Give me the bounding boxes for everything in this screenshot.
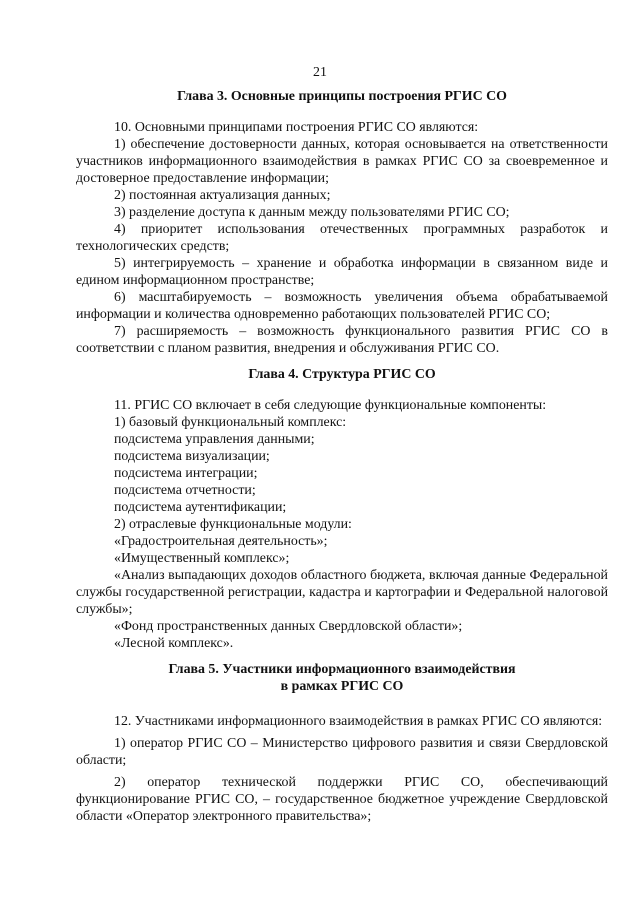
chapter-3-heading: Глава 3. Основные принципы построения РГИС СО: [177, 89, 507, 104]
chapter-5-body: [76, 713, 608, 825]
module-forestry: «Лесной комплекс».: [114, 636, 234, 651]
principle-6: 6) масштабируемость – возможность увеличения объема обрабатываемой информации и количества одновременно работающих пользователей РГИС СО;: [76, 290, 608, 322]
module-property: «Имущественный комплекс»;: [114, 551, 290, 566]
chapter-5-heading-line-1: Глава 5. Участники информационного взаимодействия: [168, 662, 516, 677]
subsystem-integration: подсистема интеграции;: [114, 466, 258, 481]
principle-2: 2) постоянная актуализация данных;: [114, 188, 331, 203]
principle-5: 5) интегрируемость – хранение и обработка информации в связанном виде и едином информационном пространстве;: [76, 256, 608, 288]
principle-1: 1) обеспечение достоверности данных, которая основывается на ответственности участников информационного взаимодействия в рамках РГИС СО за своевременное и достоверное предоставление информации;: [76, 137, 608, 186]
principle-7: 7) расширяемость – возможность функционального развития РГИС СО в соответствии с планом развития, внедрения и обслуживания РГИС СО.: [76, 324, 608, 356]
participant-1: 1) оператор РГИС СО – Министерство цифрового развития и связи Свердловской области;: [76, 736, 608, 768]
chapter-5-heading: [76, 661, 608, 695]
module-revenue-analysis: «Анализ выпадающих доходов областного бюджета, включая данные Федеральной службы государственной регистрации, кадастра и картографии и Федеральной налоговой службы»;: [76, 568, 608, 617]
module-urban-planning: «Градостроительная деятельность»;: [114, 534, 328, 549]
subsystem-reporting: подсистема отчетности;: [114, 483, 256, 498]
chapter-5-heading-line-2: в рамках РГИС СО: [280, 679, 404, 694]
chapter-4-body: [76, 397, 608, 652]
module-spatial-data-fund: «Фонд пространственных данных Свердловской области»;: [114, 619, 463, 634]
paragraph-10: 10. Основными принципами построения РГИС СО являются:: [114, 120, 479, 135]
chapter-4-heading: Глава 4. Структура РГИС СО: [248, 367, 436, 382]
paragraph-11: 11. РГИС СО включает в себя следующие функциональные компоненты:: [114, 398, 547, 413]
participant-2: 2) оператор технической поддержки РГИС СО, обеспечивающий функционирование РГИС СО, – государственное бюджетное учреждение Свердловской области «Оператор электронного правительства»;: [76, 775, 608, 824]
subsystem-authentication: подсистема аутентификации;: [114, 500, 287, 515]
subsystem-visualization: подсистема визуализации;: [114, 449, 270, 464]
subsystem-data-management: подсистема управления данными;: [114, 432, 315, 447]
page-number: 21: [313, 65, 327, 80]
principle-3: 3) разделение доступа к данным между пользователями РГИС СО;: [114, 205, 510, 220]
paragraph-12: 12. Участниками информационного взаимодействия в рамках РГИС СО являются:: [114, 714, 603, 729]
component-2: 2) отраслевые функциональные модули:: [114, 517, 352, 532]
principle-4: 4) приоритет использования отечественных программных разработок и технологических средств;: [76, 222, 608, 254]
component-1: 1) базовый функциональный комплекс:: [114, 415, 347, 430]
chapter-3-body: [76, 119, 608, 357]
